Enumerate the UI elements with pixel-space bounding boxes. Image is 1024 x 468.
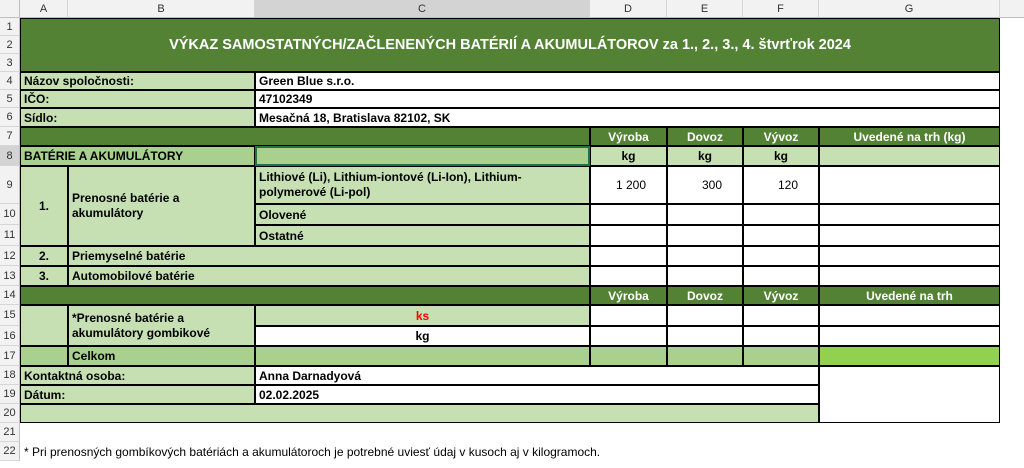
row-header-5[interactable]: 5 <box>0 90 20 108</box>
column-header-e[interactable]: E <box>667 0 743 18</box>
olovene-vyvoz-value[interactable] <box>743 204 819 225</box>
row-header-20[interactable]: 20 <box>0 404 20 423</box>
row-header-2[interactable]: 2 <box>0 36 20 54</box>
t2-col-vyvoz-header[interactable]: Vývoz <box>743 286 819 305</box>
row-header-6[interactable]: 6 <box>0 108 20 127</box>
row-header-11[interactable]: 11 <box>0 225 20 246</box>
section-batteries-label[interactable]: BATÉRIE A AKUMULÁTORY <box>20 146 255 166</box>
row-header-12[interactable]: 12 <box>0 246 20 266</box>
contact-person-value[interactable]: Anna Darnadyová <box>255 366 819 385</box>
item-number-1[interactable]: 1. <box>20 166 68 246</box>
unit-vyvoz[interactable]: kg <box>743 146 819 166</box>
col-vyroba-header[interactable]: Výroba <box>590 127 667 146</box>
row-header-7[interactable]: 7 <box>0 127 20 146</box>
row-header-21[interactable]: 21 <box>0 423 20 442</box>
column-header-h[interactable] <box>1000 0 1024 18</box>
gomb-ks-vyvoz[interactable] <box>743 305 819 326</box>
contact-person-label[interactable]: Kontaktná osoba: <box>20 366 255 385</box>
gomb-ks-dovoz[interactable] <box>667 305 743 326</box>
portable-batteries-label[interactable]: Prenosné batérie a akumulátory <box>68 166 255 246</box>
total-dovoz[interactable] <box>667 346 743 366</box>
gomb-kg-uvedene[interactable] <box>819 326 1000 346</box>
gomb-ks-uvedene[interactable] <box>819 305 1000 326</box>
row-header-4[interactable]: 4 <box>0 72 20 90</box>
selected-cell-c8[interactable] <box>255 146 590 166</box>
industrial-vyroba-value[interactable] <box>590 246 667 266</box>
automotive-uvedene-value[interactable] <box>819 266 1000 286</box>
row-header-18[interactable]: 18 <box>0 366 20 385</box>
olovene-label[interactable]: Olovené <box>255 204 590 225</box>
row-header-17[interactable]: 17 <box>0 346 20 366</box>
table1-header-spacer[interactable] <box>20 127 590 146</box>
row-header-3[interactable]: 3 <box>0 54 20 72</box>
olovene-uvedene-value[interactable] <box>819 204 1000 225</box>
address-value[interactable]: Mesačná 18, Bratislava 82102, SK <box>255 108 1000 127</box>
report-title[interactable]: VÝKAZ SAMOSTATNÝCH/ZAČLENENÝCH BATÉRIÍ A AKUMULÁTOROV za 1., 2., 3., 4. štvrťrok 2024 <box>20 18 1000 72</box>
date-label[interactable]: Dátum: <box>20 385 255 404</box>
unit-vyroba[interactable]: kg <box>590 146 667 166</box>
t2-col-uvedene-header[interactable]: Uvedené na trh <box>819 286 1000 305</box>
t2-col-vyroba-header[interactable]: Výroba <box>590 286 667 305</box>
automotive-vyroba-value[interactable] <box>590 266 667 286</box>
total-spacer[interactable] <box>20 346 68 366</box>
gomb-kg-dovoz[interactable] <box>667 326 743 346</box>
unit-dovoz[interactable]: kg <box>667 146 743 166</box>
col-dovoz-header[interactable]: Dovoz <box>667 127 743 146</box>
button-batteries-label[interactable]: *Prenosné batérie a akumulátory gombikové <box>68 305 255 346</box>
table2-header-spacer[interactable] <box>20 286 590 305</box>
footnote: * Pri prenosných gombíkových batériách a akumulátoroch je potrebné uviesť údaj v kusoch aj v kilogramoch. <box>24 444 601 459</box>
col-uvedene-header[interactable]: Uvedené na trh (kg) <box>819 127 1000 146</box>
industrial-uvedene-value[interactable] <box>819 246 1000 266</box>
item-number-2[interactable]: 2. <box>20 246 68 266</box>
lithium-vyroba-value[interactable]: 1 200 <box>590 166 667 204</box>
address-label[interactable]: Sídlo: <box>20 108 255 127</box>
gomb-kg-vyroba[interactable] <box>590 326 667 346</box>
row-header-16[interactable]: 16 <box>0 326 20 346</box>
signature-box[interactable] <box>819 366 1000 423</box>
company-name-value[interactable]: Green Blue s.r.o. <box>255 72 1000 90</box>
select-all-corner[interactable] <box>0 0 20 18</box>
ico-value[interactable]: 47102349 <box>255 90 1000 108</box>
column-header-b[interactable]: B <box>68 0 255 18</box>
lithium-dovoz-value[interactable]: 300 <box>667 166 743 204</box>
row-header-8[interactable]: 8 <box>0 146 20 166</box>
olovene-dovoz-value[interactable] <box>667 204 743 225</box>
total-label[interactable]: Celkom <box>68 346 255 366</box>
total-vyroba[interactable] <box>590 346 667 366</box>
industrial-dovoz-value[interactable] <box>667 246 743 266</box>
company-name-label[interactable]: Názov spoločnosti: <box>20 72 255 90</box>
row-header-1[interactable]: 1 <box>0 18 20 36</box>
automotive-batteries-label[interactable]: Automobilové batérie <box>68 266 590 286</box>
col-vyvoz-header[interactable]: Vývoz <box>743 127 819 146</box>
row-header-14[interactable]: 14 <box>0 286 20 305</box>
gomb-number-cell[interactable] <box>20 305 68 346</box>
automotive-vyvoz-value[interactable] <box>743 266 819 286</box>
unit-ks[interactable]: ks <box>255 305 590 326</box>
gomb-ks-vyroba[interactable] <box>590 305 667 326</box>
date-value[interactable]: 02.02.2025 <box>255 385 819 404</box>
ostatne-label[interactable]: Ostatné <box>255 225 590 246</box>
ostatne-uvedene-value[interactable] <box>819 225 1000 246</box>
column-header-a[interactable]: A <box>20 0 68 18</box>
industrial-batteries-label[interactable]: Priemyselné batérie <box>68 246 590 266</box>
column-header-f[interactable]: F <box>743 0 819 18</box>
gomb-kg-vyvoz[interactable] <box>743 326 819 346</box>
item-number-3[interactable]: 3. <box>20 266 68 286</box>
column-header-d[interactable]: D <box>590 0 667 18</box>
column-header-g[interactable]: G <box>819 0 1000 18</box>
row-header-10[interactable]: 10 <box>0 204 20 225</box>
lithium-vyvoz-value[interactable]: 120 <box>743 166 819 204</box>
olovene-vyroba-value[interactable] <box>590 204 667 225</box>
row-header-19[interactable]: 19 <box>0 385 20 404</box>
ostatne-dovoz-value[interactable] <box>667 225 743 246</box>
row-header-22[interactable]: 22 <box>0 442 20 461</box>
industrial-vyvoz-value[interactable] <box>743 246 819 266</box>
ostatne-vyroba-value[interactable] <box>590 225 667 246</box>
row-header-9[interactable]: 9 <box>0 166 20 204</box>
total-vyvoz[interactable] <box>743 346 819 366</box>
ostatne-vyvoz-value[interactable] <box>743 225 819 246</box>
unit-kg[interactable]: kg <box>255 326 590 346</box>
contact-footer-bar[interactable] <box>20 404 819 423</box>
t2-col-dovoz-header[interactable]: Dovoz <box>667 286 743 305</box>
lithium-uvedene-value[interactable] <box>819 166 1000 204</box>
column-header-c[interactable]: C <box>255 0 590 18</box>
row-header-13[interactable]: 13 <box>0 266 20 286</box>
ico-label[interactable]: IČO: <box>20 90 255 108</box>
unit-uvedene[interactable] <box>819 146 1000 166</box>
total-uvedene[interactable] <box>819 346 1000 366</box>
row-header-15[interactable]: 15 <box>0 305 20 326</box>
automotive-dovoz-value[interactable] <box>667 266 743 286</box>
total-unit-cell[interactable] <box>255 346 590 366</box>
lithium-label[interactable]: Lithiové (Li), Lithium-iontové (Li-Ion), Lithium-polymerové (Li-pol) <box>255 166 590 204</box>
